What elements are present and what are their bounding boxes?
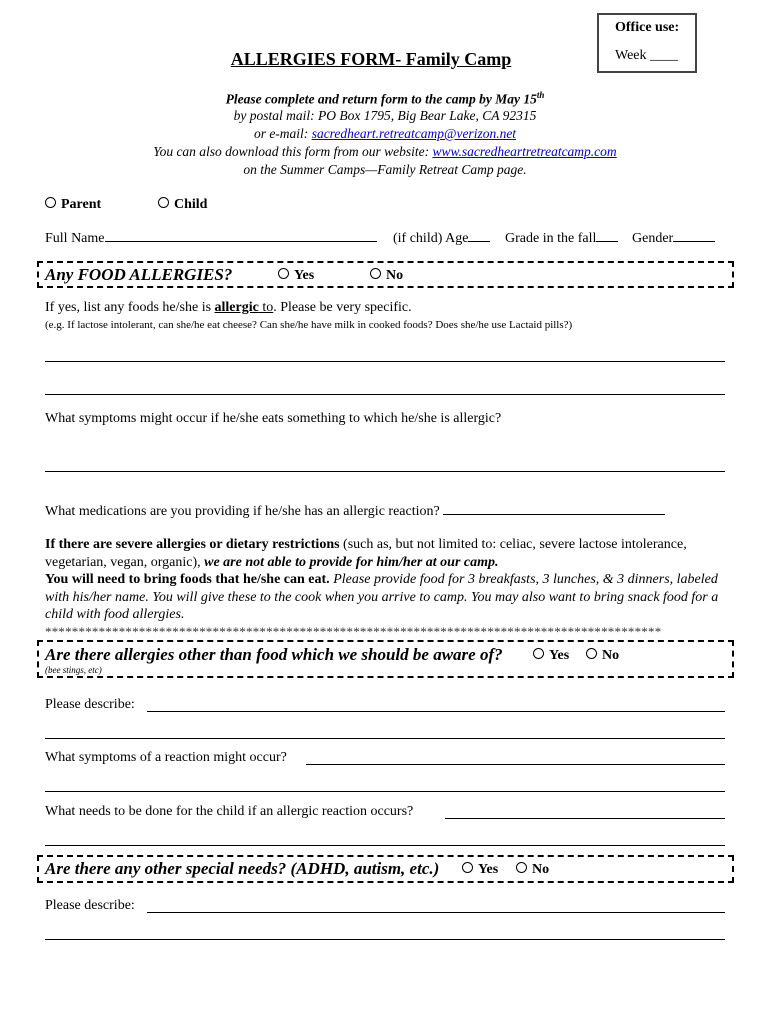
food-list-prompt: If yes, list any foods he/she is allergic to. Please be very specific. — [45, 300, 412, 315]
email-link[interactable]: sacredheart.retreatcamp@verizon.net — [311, 126, 517, 141]
medications-field[interactable]: What medications are you providing if he/she has an allergic reaction? — [45, 501, 665, 520]
radio-circle-icon — [158, 197, 169, 208]
radio-circle-icon — [516, 862, 527, 873]
answer-line[interactable] — [445, 818, 725, 819]
special-needs-question: Are there any other special needs? (ADHD, autism, etc.) — [45, 859, 440, 878]
answer-line[interactable] — [45, 471, 725, 472]
radio-circle-icon — [533, 648, 544, 659]
special-no-radio[interactable]: No — [516, 862, 549, 878]
age-field[interactable]: (if child) Age — [393, 228, 490, 247]
radio-child[interactable]: Child — [158, 197, 207, 213]
form-title: ALLERGIES FORM- Family Camp — [230, 49, 512, 69]
food-no-radio[interactable]: No — [370, 268, 403, 284]
answer-line[interactable] — [45, 845, 725, 846]
food-yes-radio[interactable]: Yes — [278, 268, 314, 284]
answer-line[interactable] — [147, 912, 725, 913]
instruction-page: on the Summer Camps—Family Retreat Camp page. — [243, 162, 527, 177]
divider-stars: ******************************************************************************************** — [45, 624, 662, 639]
other-yes-radio[interactable]: Yes — [533, 648, 569, 664]
full-name-field[interactable]: Full Name — [45, 228, 377, 247]
other-allergies-question: Are there allergies other than food which we should be aware of? — [45, 645, 503, 664]
special-yes-radio[interactable]: Yes — [462, 862, 498, 878]
answer-line[interactable] — [45, 791, 725, 792]
gender-field[interactable]: Gender — [632, 228, 715, 247]
severe-allergies-notice: If there are severe allergies or dietary restrictions (such as, but not limited to: celiac, severe lactose intolerance, vegetarian, vegan, organic), we are not able to provide for him/her at our camp. You will need to bring foods that he/she can eat. Please provide food for 3 breakfasts, 3 lunches, & 3 dinners, labeled with his/her name. You will give these to the cook when you arrive to camp. You may also want to bring snack food for a child with food allergies. — [45, 537, 719, 622]
food-symptoms-prompt: What symptoms might occur if he/she eats something to which he/she is allergic? — [45, 411, 502, 426]
other-todo-label: What needs to be done for the child if an allergic reaction occurs? — [45, 804, 414, 819]
radio-circle-icon — [370, 268, 381, 279]
instruction-email: or e-mail: sacredheart.retreatcamp@verizon.net — [253, 126, 517, 141]
answer-line[interactable] — [45, 738, 725, 739]
website-link[interactable]: www.sacredheartretreatcamp.com — [432, 144, 617, 159]
office-use-title: Office use: — [615, 20, 680, 35]
answer-line[interactable] — [147, 711, 725, 712]
food-list-example: (e.g. If lactose intolerant, can she/he eat cheese? Can she/he have milk in cooked foods? Does she/he use Lactaid pills?) — [45, 319, 573, 331]
radio-parent[interactable]: Parent — [45, 197, 101, 213]
food-allergies-question: Any FOOD ALLERGIES? — [45, 265, 233, 284]
other-no-radio[interactable]: No — [586, 648, 619, 664]
answer-line[interactable] — [306, 764, 725, 765]
answer-line[interactable] — [45, 361, 725, 362]
radio-circle-icon — [586, 648, 597, 659]
answer-line[interactable] — [45, 939, 725, 940]
radio-circle-icon — [45, 197, 56, 208]
radio-circle-icon — [462, 862, 473, 873]
radio-circle-icon — [278, 268, 289, 279]
instruction-deadline: Please complete and return form to the camp by May 15th — [225, 90, 545, 107]
other-symptoms-label: What symptoms of a reaction might occur? — [45, 750, 287, 765]
office-week-field[interactable]: Week ____ — [615, 48, 679, 63]
instruction-postal: by postal mail: PO Box 1795, Big Bear Lake, CA 92315 — [233, 108, 537, 123]
other-allergies-example: (bee stings, etc) — [45, 665, 102, 675]
instruction-website: You can also download this form from our website: www.sacredheartretreatcamp.com — [153, 144, 617, 159]
answer-line[interactable] — [45, 394, 725, 395]
other-describe-label: Please describe: — [45, 697, 135, 712]
grade-field[interactable]: Grade in the fall — [505, 228, 618, 247]
special-describe-label: Please describe: — [45, 898, 135, 913]
